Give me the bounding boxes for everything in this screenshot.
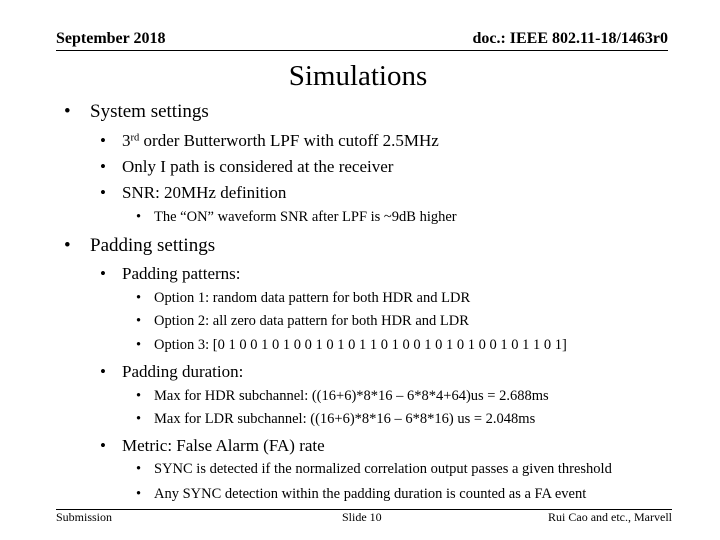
padding-duration-label: Padding duration: [122,362,244,381]
system-item-snr: SNR: 20MHz definition [122,183,287,202]
header-doc-id: doc.: IEEE 802.11-18/1463r0 [472,30,668,47]
padding-option-1: Option 1: random data pattern for both HDR and LDR [154,290,471,306]
metric-sync-detected: SYNC is detected if the normalized correlation output passes a given threshold [154,461,612,477]
bullet-icon: • [136,290,142,306]
system-subitem-snr-on: The “ON” waveform SNR after LPF is ~9dB higher [154,209,457,225]
bullet-icon: • [100,362,106,381]
lpf-order-suffix: rd [130,132,140,144]
lpf-order: 3 [122,131,131,150]
bullet-icon: • [136,486,142,502]
header-rule [56,50,668,51]
bullet-icon: • [100,264,106,283]
bullet-icon: • [64,235,71,256]
slide-title: Simulations [288,60,428,92]
lpf-text: order Butterworth LPF with cutoff 2.5MHz [139,131,439,150]
padding-settings-heading: Padding settings [90,235,216,256]
bullet-icon: • [136,337,142,353]
padding-duration-ldr: Max for LDR subchannel: ((16+6)*8*16 – 6*8*16) us = 2.048ms [154,411,536,427]
bullet-icon: • [136,411,142,427]
padding-duration-hdr: Max for HDR subchannel: ((16+6)*8*16 – 6*8*4+64)us = 2.688ms [154,388,549,404]
bullet-icon: • [136,209,142,225]
footer-slide-number: Slide 10 [342,510,382,524]
system-item-lpf [122,131,439,151]
bullet-icon: • [136,461,142,477]
bullet-icon: • [136,313,142,329]
bullet-icon: • [100,436,106,455]
metric-label: Metric: False Alarm (FA) rate [122,436,325,455]
system-settings-heading: System settings [90,101,209,122]
bullet-icon: • [100,131,106,150]
bullet-icon: • [64,101,71,122]
padding-option-3: Option 3: [0 1 0 0 1 0 1 0 0 1 0 1 0 1 1 0 1 0 0 1 0 1 0 1 0 0 1 0 1 1 0 1] [154,337,567,353]
padding-patterns-label: Padding patterns: [122,264,241,283]
system-item-ipath: Only I path is considered at the receiver [122,157,394,176]
padding-option-2: Option 2: all zero data pattern for both HDR and LDR [154,313,469,329]
bullet-icon: • [136,388,142,404]
footer-submission: Submission [56,510,113,524]
bullet-icon: • [100,183,106,202]
header-date: September 2018 [56,30,166,47]
footer-authors: Rui Cao and etc., Marvell [548,510,672,524]
metric-sync-fa-event: Any SYNC detection within the padding duration is counted as a FA event [154,486,587,502]
bullet-icon: • [100,157,106,176]
